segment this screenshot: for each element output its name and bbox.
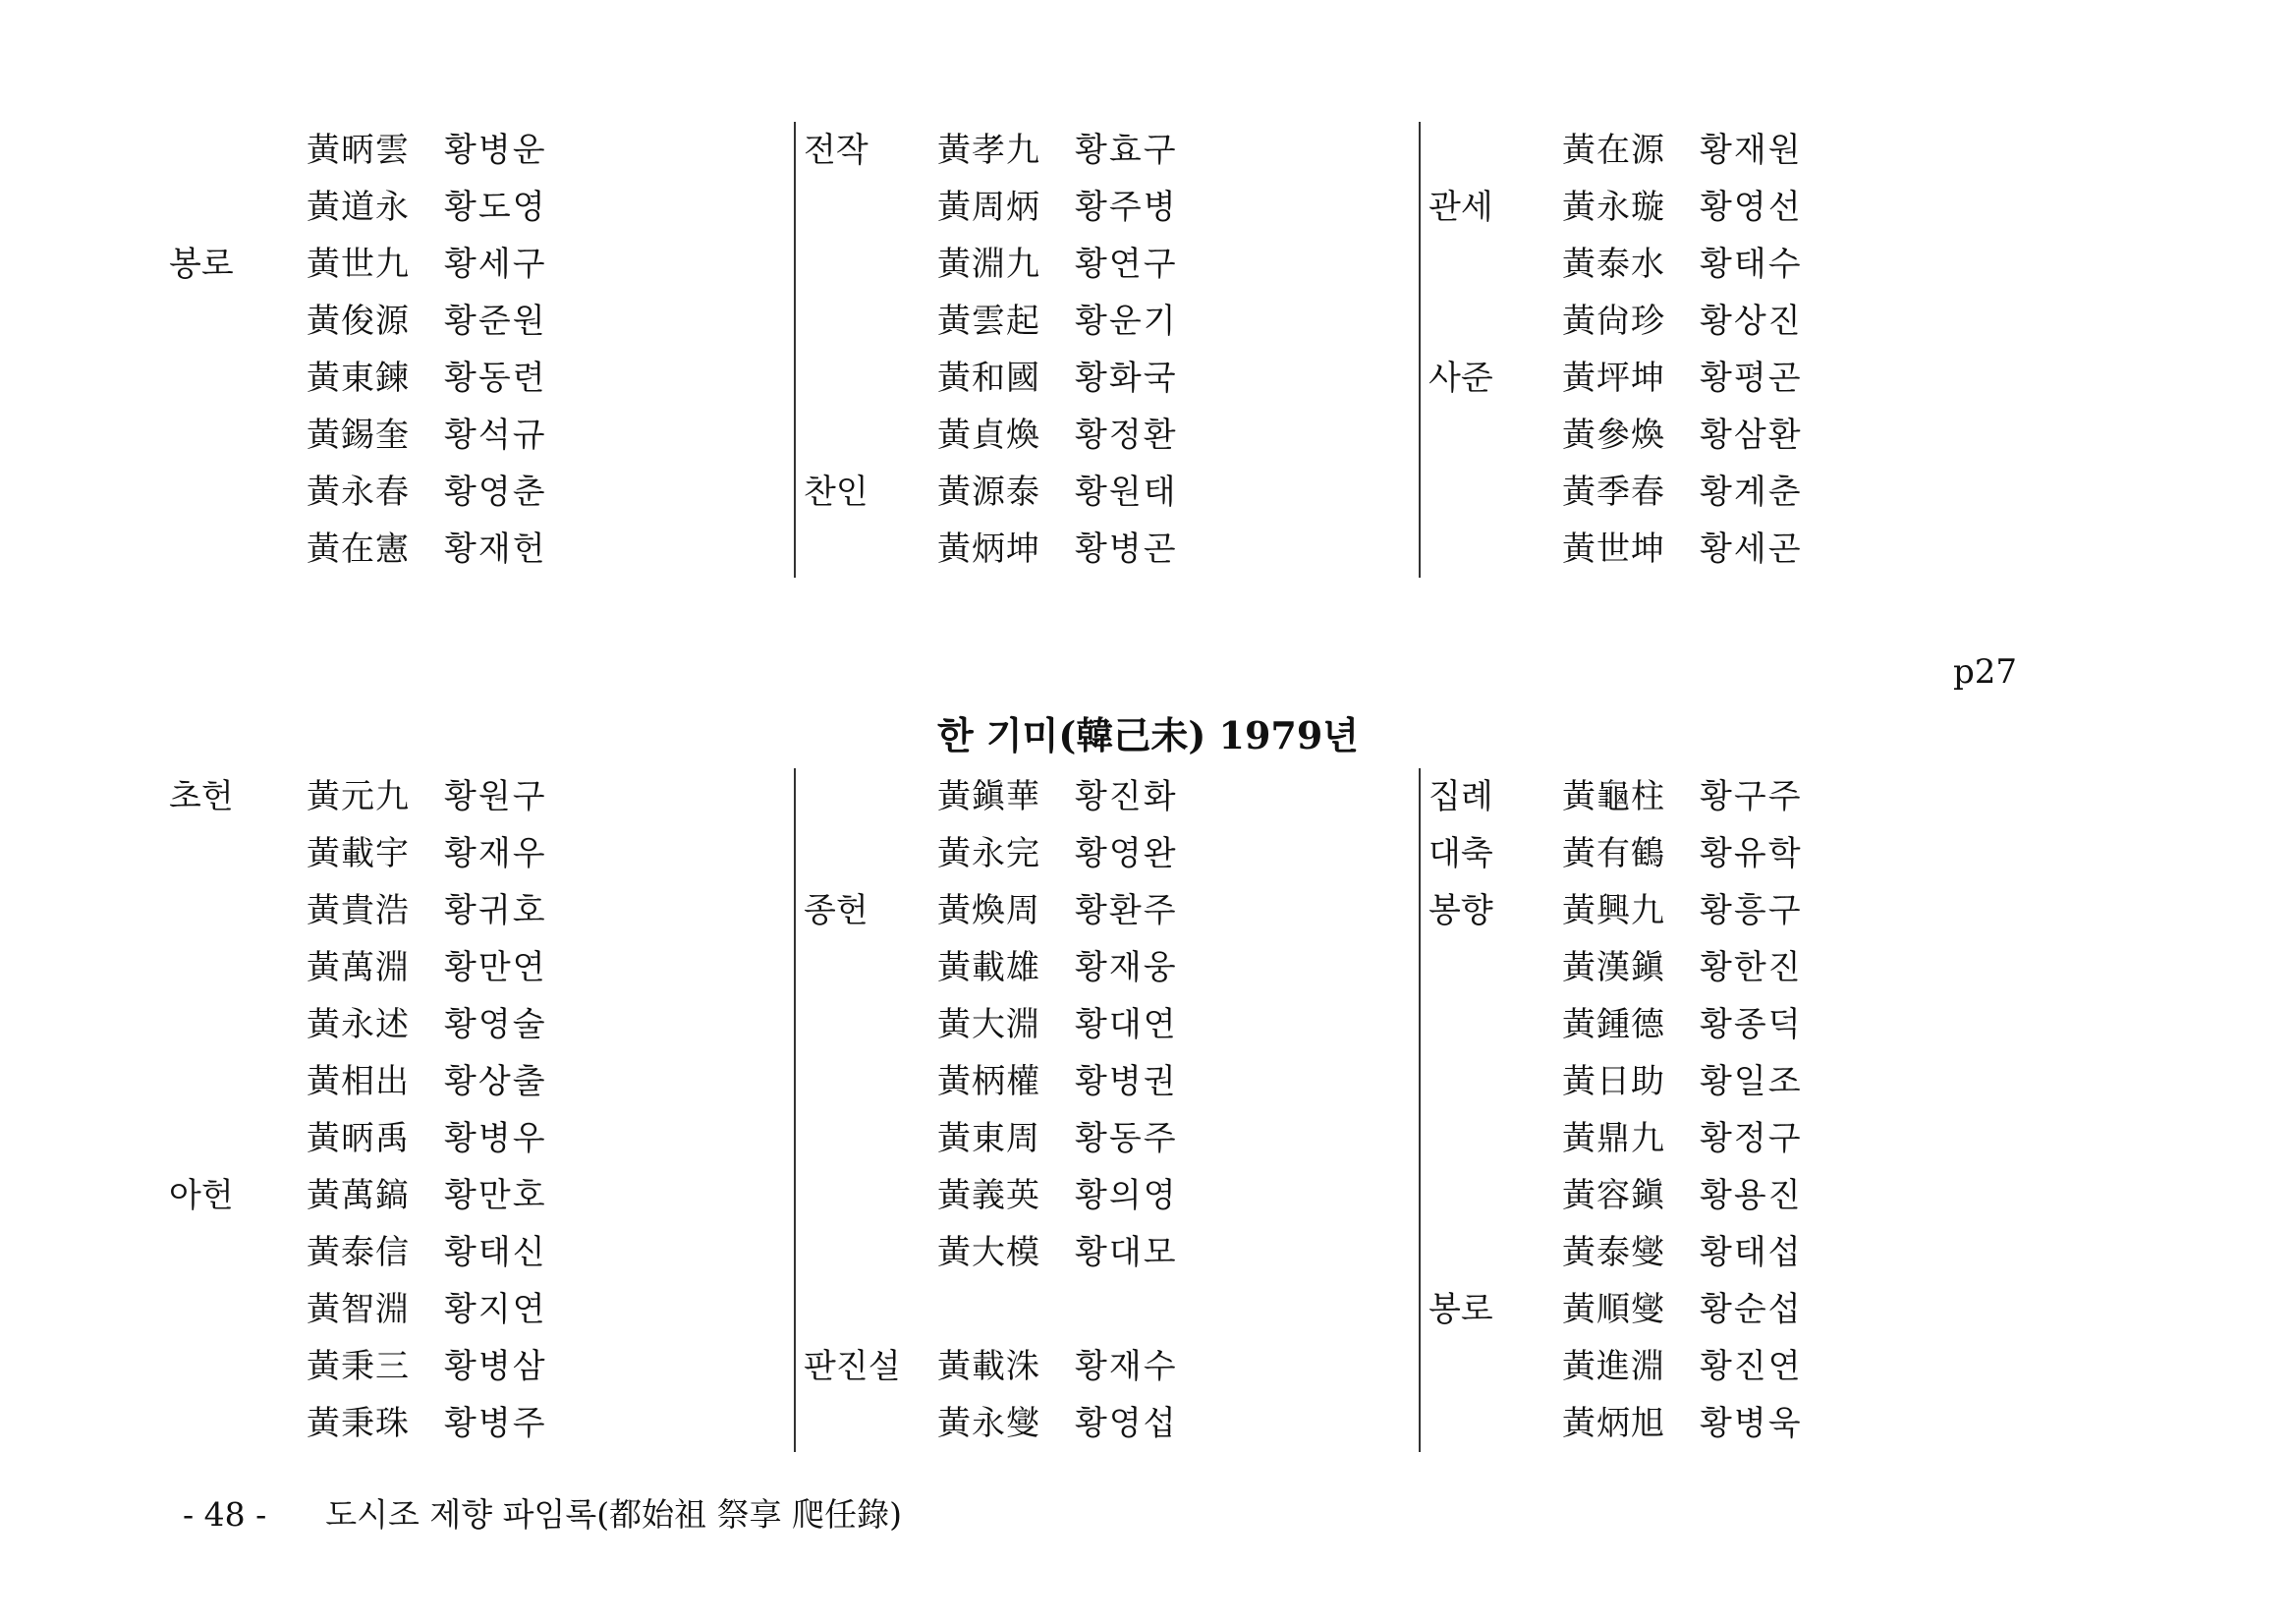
table-row [1421, 1167, 2049, 1224]
korean-name: 황지연 [444, 1290, 547, 1329]
hanja-name: 黃孝九 [937, 131, 1040, 170]
korean-name: 황동주 [1075, 1119, 1178, 1158]
table-row [1421, 521, 2049, 578]
korean-name: 황의영 [1075, 1176, 1178, 1215]
hanja-name: 黃泰燮 [1562, 1233, 1665, 1272]
korean-name: 황동련 [444, 359, 547, 398]
korean-name: 황병주 [444, 1404, 547, 1443]
page-footer [183, 1489, 902, 1536]
table-row [1421, 464, 2049, 521]
table-row [1421, 1053, 2049, 1110]
table-row [1421, 768, 2049, 825]
korean-name: 황계춘 [1700, 473, 1803, 512]
table-row [1421, 996, 2049, 1053]
table-row [169, 825, 798, 882]
hanja-name: 黃興九 [1562, 891, 1665, 930]
hanja-name: 黃永述 [307, 1005, 410, 1044]
korean-name: 황환주 [1075, 891, 1178, 930]
table-column [1419, 768, 2049, 1452]
hanja-name: 黃煥周 [937, 891, 1040, 930]
role-label: 봉로 [169, 245, 234, 284]
hanja-name: 黃炳坤 [937, 530, 1040, 569]
korean-name: 황순섭 [1700, 1290, 1803, 1329]
hanja-name: 黃日助 [1562, 1062, 1665, 1101]
korean-name: 황영술 [444, 1005, 547, 1044]
role-label: 봉향 [1428, 891, 1493, 930]
hanja-name: 黃在憲 [307, 530, 410, 569]
korean-name: 황진화 [1075, 777, 1178, 816]
korean-name: 황진연 [1700, 1347, 1803, 1386]
page-number: - 48 - [183, 1495, 267, 1534]
korean-name: 황정환 [1075, 416, 1178, 455]
hanja-name: 黃萬淵 [307, 948, 410, 987]
role-label: 집례 [1428, 777, 1493, 816]
table-row [796, 768, 1425, 825]
table-row [1421, 1338, 2049, 1395]
hanja-name: 黃鍾德 [1562, 1005, 1665, 1044]
hanja-name: 黃永燮 [937, 1404, 1040, 1443]
table-row [169, 521, 798, 578]
table-row [796, 521, 1425, 578]
role-label: 전작 [804, 131, 868, 170]
hanja-name: 黃在源 [1562, 131, 1665, 170]
role-label: 종헌 [804, 891, 868, 930]
hanja-name: 黃載宇 [307, 834, 410, 873]
table-row [796, 1395, 1425, 1452]
table-row [169, 407, 798, 464]
hanja-name: 黃大模 [937, 1233, 1040, 1272]
korean-name: 황재웅 [1075, 948, 1178, 987]
korean-name: 황재원 [1700, 131, 1803, 170]
korean-name: 황평곤 [1700, 359, 1803, 398]
hanja-name: 黃季春 [1562, 473, 1665, 512]
hanja-name: 黃貞煥 [937, 416, 1040, 455]
hanja-name: 黃昞雲 [307, 131, 410, 170]
hanja-name: 黃秉三 [307, 1347, 410, 1386]
footer-title: 도시조 제향 파임록(都始祖 祭享 爬任錄) [325, 1495, 903, 1534]
korean-name: 황세구 [444, 245, 547, 284]
korean-name: 황병권 [1075, 1062, 1178, 1101]
hanja-name: 黃永春 [307, 473, 410, 512]
table-row [796, 882, 1425, 939]
table-row [169, 1110, 798, 1167]
table-row [1421, 939, 2049, 996]
table-row [796, 122, 1425, 179]
table-row [1421, 293, 2049, 350]
korean-name: 황삼환 [1700, 416, 1803, 455]
table-row [1421, 1395, 2049, 1452]
hanja-name: 黃進淵 [1562, 1347, 1665, 1386]
korean-name: 황상출 [444, 1062, 547, 1101]
role-label: 대축 [1428, 834, 1493, 873]
hanja-name: 黃源泰 [937, 473, 1040, 512]
table-row [1421, 179, 2049, 236]
korean-name: 황병곤 [1075, 530, 1178, 569]
korean-name: 황병우 [444, 1119, 547, 1158]
table-row [796, 1224, 1425, 1281]
role-label: 찬인 [804, 473, 868, 512]
hanja-name: 黃永璇 [1562, 188, 1665, 227]
role-label: 아헌 [169, 1176, 234, 1215]
korean-name: 황재수 [1075, 1347, 1178, 1386]
table-row [796, 1167, 1425, 1224]
korean-name: 황일조 [1700, 1062, 1803, 1101]
korean-name: 황태섭 [1700, 1233, 1803, 1272]
korean-name: 황영춘 [444, 473, 547, 512]
hanja-name: 黃大淵 [937, 1005, 1040, 1044]
hanja-name: 黃鎭華 [937, 777, 1040, 816]
table-row [796, 407, 1425, 464]
korean-name: 황재헌 [444, 530, 547, 569]
table-row [169, 1281, 798, 1338]
table-row [796, 1281, 1425, 1338]
table-row [1421, 825, 2049, 882]
hanja-name: 黃參煥 [1562, 416, 1665, 455]
table-row [1421, 1281, 2049, 1338]
hanja-name: 黃萬鎬 [307, 1176, 410, 1215]
hanja-name: 黃昞禹 [307, 1119, 410, 1158]
table-row [796, 939, 1425, 996]
korean-name: 황구주 [1700, 777, 1803, 816]
officiant-table-top [0, 122, 2296, 578]
hanja-name: 黃錫奎 [307, 416, 410, 455]
hanja-name: 黃周炳 [937, 188, 1040, 227]
table-row [169, 996, 798, 1053]
korean-name: 황세곤 [1700, 530, 1803, 569]
hanja-name: 黃義英 [937, 1176, 1040, 1215]
officiant-table-bottom [0, 768, 2296, 1452]
korean-name: 황종덕 [1700, 1005, 1803, 1044]
hanja-name: 黃東鍊 [307, 359, 410, 398]
korean-name: 황운기 [1075, 302, 1178, 341]
korean-name: 황상진 [1700, 302, 1803, 341]
korean-name: 황병욱 [1700, 1404, 1803, 1443]
hanja-name: 黃貴浩 [307, 891, 410, 930]
table-row [169, 293, 798, 350]
hanja-name: 黃世九 [307, 245, 410, 284]
hanja-name: 黃俊源 [307, 302, 410, 341]
korean-name: 황석규 [444, 416, 547, 455]
korean-name: 황태수 [1700, 245, 1803, 284]
table-row [169, 122, 798, 179]
korean-name: 황도영 [444, 188, 547, 227]
table-row [1421, 882, 2049, 939]
role-label: 봉로 [1428, 1290, 1493, 1329]
table-row [1421, 236, 2049, 293]
hanja-name: 黃元九 [307, 777, 410, 816]
hanja-name: 黃龜柱 [1562, 777, 1665, 816]
hanja-name: 黃坪坤 [1562, 359, 1665, 398]
section-heading: 한 기미(韓己未) 1979년 [936, 713, 1359, 757]
korean-name: 황귀호 [444, 891, 547, 930]
hanja-name: 黃容鎭 [1562, 1176, 1665, 1215]
role-label: 판진설 [804, 1347, 901, 1386]
table-row [169, 236, 798, 293]
role-label: 초헌 [169, 777, 234, 816]
role-label: 관세 [1428, 188, 1493, 227]
hanja-name: 黃炳旭 [1562, 1404, 1665, 1443]
table-row [1421, 407, 2049, 464]
korean-name: 황효구 [1075, 131, 1178, 170]
korean-name: 황영선 [1700, 188, 1803, 227]
hanja-name: 黃泰水 [1562, 245, 1665, 284]
hanja-name: 黃尙珍 [1562, 302, 1665, 341]
table-row [169, 768, 798, 825]
table-row [169, 464, 798, 521]
korean-name: 황대연 [1075, 1005, 1178, 1044]
korean-name: 황준원 [444, 302, 547, 341]
hanja-name: 黃世坤 [1562, 530, 1665, 569]
hanja-name: 黃秉珠 [307, 1404, 410, 1443]
hanja-name: 黃載雄 [937, 948, 1040, 987]
table-row [796, 1053, 1425, 1110]
korean-name: 황용진 [1700, 1176, 1803, 1215]
korean-name: 황원구 [444, 777, 547, 816]
hanja-name: 黃東周 [937, 1119, 1040, 1158]
hanja-name: 黃漢鎭 [1562, 948, 1665, 987]
korean-name: 황대모 [1075, 1233, 1178, 1272]
table-row [169, 882, 798, 939]
table-row [796, 179, 1425, 236]
hanja-name: 黃載洙 [937, 1347, 1040, 1386]
table-column [794, 768, 1425, 1452]
korean-name: 황한진 [1700, 948, 1803, 987]
hanja-name: 黃有鶴 [1562, 834, 1665, 873]
korean-name: 황연구 [1075, 245, 1178, 284]
hanja-name: 黃相出 [307, 1062, 410, 1101]
korean-name: 황만연 [444, 948, 547, 987]
korean-name: 황유학 [1700, 834, 1803, 873]
table-row [796, 1110, 1425, 1167]
hanja-name: 黃智淵 [307, 1290, 410, 1329]
table-row [1421, 1110, 2049, 1167]
korean-name: 황만호 [444, 1176, 547, 1215]
table-row [169, 1395, 798, 1452]
table-column [169, 122, 798, 578]
korean-name: 황영섭 [1075, 1404, 1178, 1443]
korean-name: 황태신 [444, 1233, 547, 1272]
hanja-name: 黃順燮 [1562, 1290, 1665, 1329]
korean-name: 황재우 [444, 834, 547, 873]
korean-name: 황영완 [1075, 834, 1178, 873]
table-row [169, 1167, 798, 1224]
table-row [1421, 350, 2049, 407]
table-row [169, 350, 798, 407]
table-row [1421, 122, 2049, 179]
korean-name: 황병삼 [444, 1347, 547, 1386]
table-row [1421, 1224, 2049, 1281]
hanja-name: 黃永完 [937, 834, 1040, 873]
table-row [169, 1338, 798, 1395]
hanja-name: 黃泰信 [307, 1233, 410, 1272]
hanja-name: 黃雲起 [937, 302, 1040, 341]
korean-name: 황원태 [1075, 473, 1178, 512]
role-label: 사준 [1428, 359, 1493, 398]
table-row [169, 179, 798, 236]
table-column [169, 768, 798, 1452]
korean-name: 황정구 [1700, 1119, 1803, 1158]
hanja-name: 黃柄權 [937, 1062, 1040, 1101]
table-row [169, 939, 798, 996]
hanja-name: 黃和國 [937, 359, 1040, 398]
table-row [796, 1338, 1425, 1395]
korean-name: 황주병 [1075, 188, 1178, 227]
hanja-name: 黃道永 [307, 188, 410, 227]
korean-name: 황화국 [1075, 359, 1178, 398]
table-column [1419, 122, 2049, 578]
table-row [796, 825, 1425, 882]
korean-name: 황병운 [444, 131, 547, 170]
page-label: p27 [1953, 652, 2018, 692]
table-row [169, 1053, 798, 1110]
table-row [796, 236, 1425, 293]
table-row [169, 1224, 798, 1281]
table-row [796, 996, 1425, 1053]
table-column [794, 122, 1425, 578]
table-row [796, 350, 1425, 407]
table-row [796, 464, 1425, 521]
korean-name: 황흥구 [1700, 891, 1803, 930]
table-row [796, 293, 1425, 350]
hanja-name: 黃淵九 [937, 245, 1040, 284]
hanja-name: 黃鼎九 [1562, 1119, 1665, 1158]
